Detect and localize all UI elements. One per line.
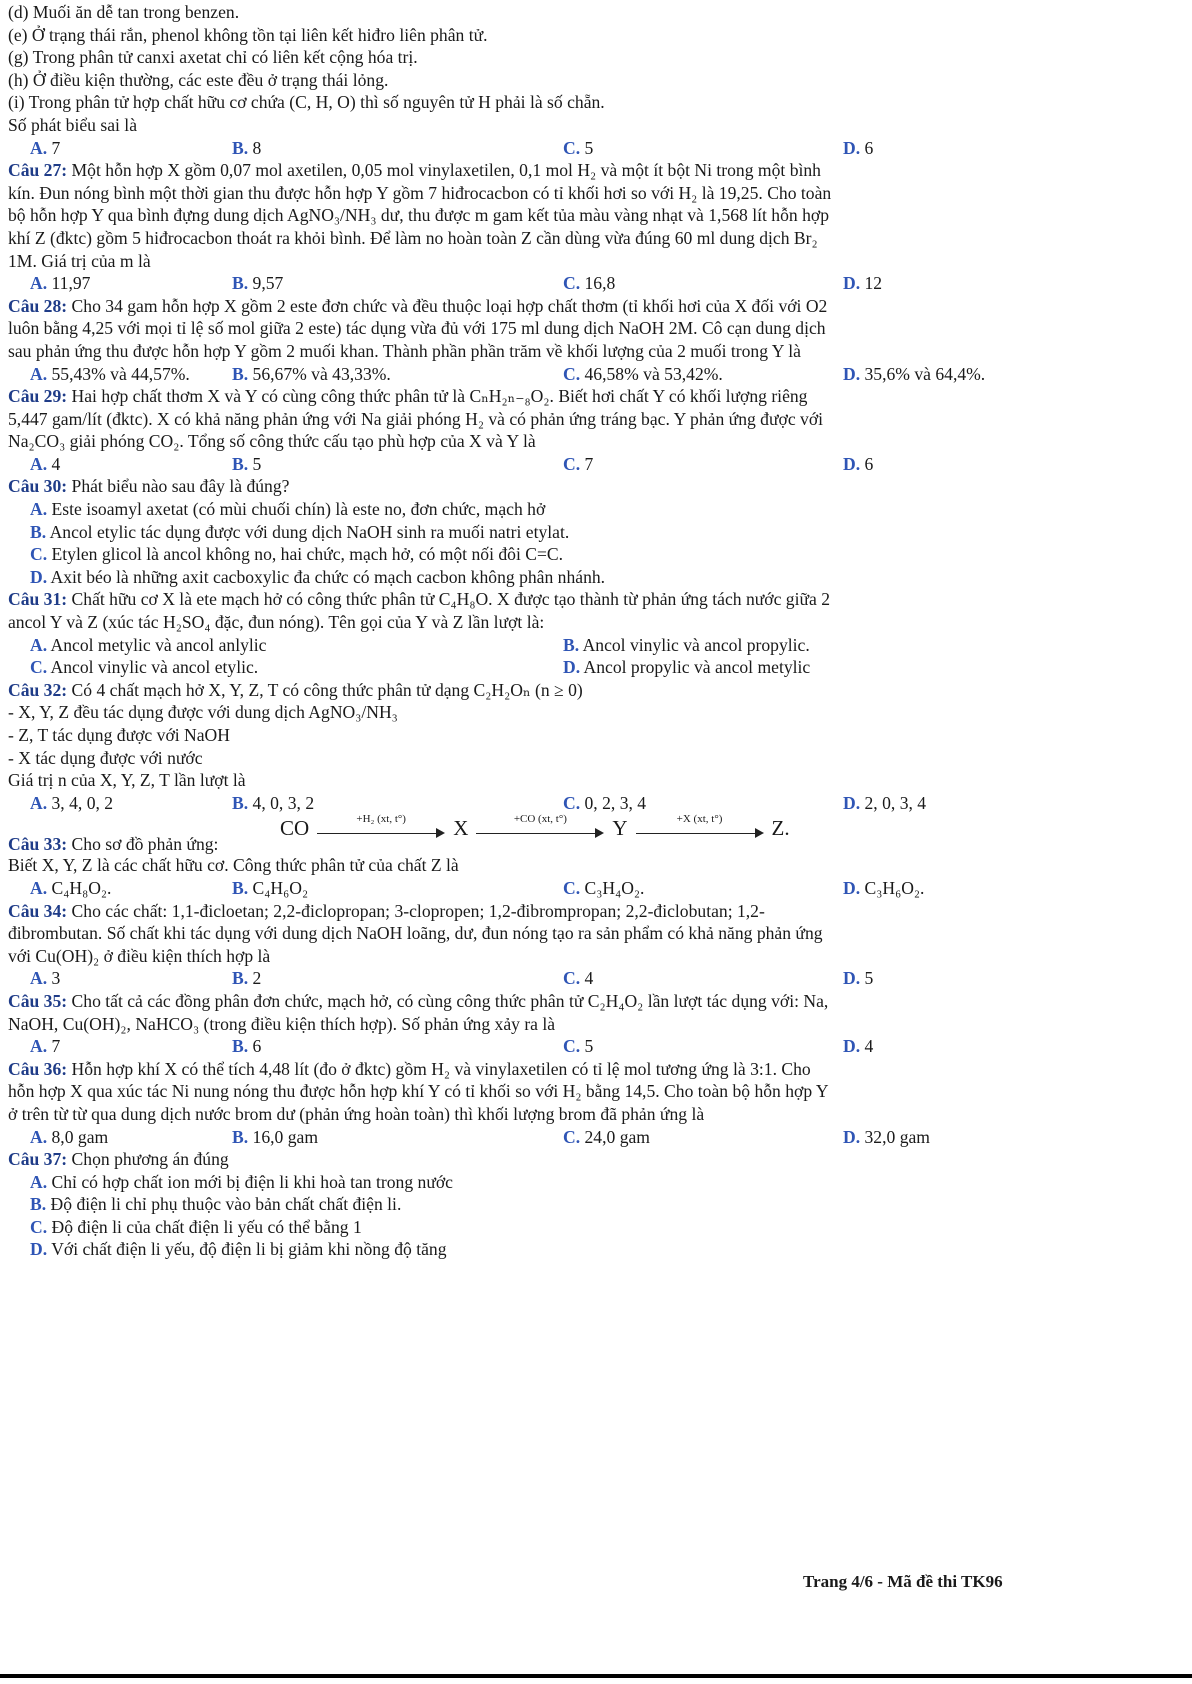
line-text: đibrombutan. Số chất khi tác dụng với dung dịch NaOH loãng, dư, đun nóng tạo ra sản phẩm có khả năng phản ứng: [8, 923, 823, 944]
line-text: bộ hỗn hợp Y qua bình đựng dung dịch AgNO₃/NH₃ dư, thu được m gam kết tủa màu vàng nhạt và 1,568 lít hỗn hợp: [8, 205, 829, 226]
arrow-shaft: [317, 833, 439, 834]
answer-option: [843, 453, 873, 476]
option-letter: D.: [843, 968, 861, 989]
option-letter: A.: [30, 137, 48, 158]
option-letter: B.: [563, 634, 580, 655]
line-text: (e) Ở trạng thái rắn, phenol không tồn tại liên kết hiđro liên phân tử.: [8, 24, 488, 45]
option-letter: A.: [30, 877, 48, 898]
option-letter: B.: [30, 521, 47, 542]
text-line: [8, 91, 1186, 114]
text-line: [8, 724, 1186, 747]
line-text: Cho sơ đồ phản ứng:: [67, 834, 219, 855]
option-letter: C.: [563, 1036, 581, 1057]
answer-option: [563, 877, 644, 900]
arrow-shaft: [476, 833, 598, 834]
question-stem: [8, 1148, 1186, 1171]
line-text: Hỗn hợp khí X có thể tích 4,48 lít (đo ở đktc) gồm H₂ và vinylaxetilen có tỉ lệ mol tương ứng là 3:1. Cho: [67, 1058, 811, 1079]
option-text: C₄H₆O₂: [248, 877, 309, 898]
text-line: [8, 922, 1186, 945]
question-stem: [8, 475, 1186, 498]
text-line: [8, 182, 1186, 205]
line-text: hỗn hợp X qua xúc tác Ni nung nóng thu được hỗn hợp khí Y có tỉ khối so với H₂ bằng 14,5. Cho toàn bộ hỗn hợp Y: [8, 1081, 829, 1102]
answer-option: [843, 363, 985, 386]
line-text: Có 4 chất mạch hở X, Y, Z, T có công thức phân tử dạng C₂H₂Oₙ (n ≥ 0): [67, 679, 583, 700]
text-line: [8, 1, 1186, 24]
option-letter: C.: [30, 657, 48, 678]
option-letter: A.: [30, 1171, 48, 1192]
option-letter: A.: [30, 1126, 48, 1147]
option-letter: D.: [843, 792, 861, 813]
option-text: Este isoamyl axetat (có mùi chuối chín) là este no, đơn chức, mạch hở: [47, 499, 546, 520]
answer-options-row: [8, 877, 1186, 900]
question-label: Câu 34:: [8, 900, 68, 921]
text-line: [8, 1103, 1186, 1126]
option-text: 16,0 gam: [248, 1126, 319, 1147]
chemical-species: CO: [280, 816, 310, 841]
option-text: Ancol etylic tác dụng được với dung dịch NaOH sinh ra muối natri etylat.: [46, 521, 570, 542]
text-line: [8, 46, 1186, 69]
option-text: 4, 0, 3, 2: [248, 792, 315, 813]
answer-option: [563, 137, 593, 160]
line-text: Một hỗn hợp X gồm 0,07 mol axetilen, 0,05 mol vinylaxetilen, 0,1 mol H₂ và một ít bột Ni trong một bình: [67, 160, 821, 181]
text-line: [8, 854, 1186, 877]
option-text: 55,43% và 44,57%.: [47, 363, 190, 384]
question-label: Câu 36:: [8, 1058, 68, 1079]
answer-option: [8, 543, 1186, 566]
answer-option: [30, 656, 258, 679]
text-line: [8, 1013, 1186, 1036]
line-text: Số phát biểu sai là: [8, 114, 137, 135]
answer-option: [30, 272, 90, 295]
option-letter: B.: [232, 453, 249, 474]
text-line: [8, 24, 1186, 47]
question-label: Câu 37:: [8, 1149, 68, 1170]
option-letter: A.: [30, 273, 48, 294]
line-text: Cho 34 gam hỗn hợp X gồm 2 este đơn chức và đều thuộc loại hợp chất thơm (tỉ khối hơi của X đối với O2: [67, 295, 828, 316]
option-text: 9,57: [248, 273, 284, 294]
option-text: Độ điện li chỉ phụ thuộc vào bản chất chất điện li.: [46, 1194, 402, 1215]
option-letter: A.: [30, 363, 48, 384]
option-text: 2, 0, 3, 4: [860, 792, 927, 813]
answer-option: [563, 272, 615, 295]
option-letter: D.: [843, 363, 861, 384]
answer-option: [232, 1035, 261, 1058]
line-text: với Cu(OH)₂ ở điều kiện thích hợp là: [8, 945, 271, 966]
answer-option: [8, 521, 1186, 544]
option-text: Ancol propylic và ancol metylic: [580, 657, 811, 678]
option-letter: D.: [843, 877, 861, 898]
text-line: [8, 317, 1186, 340]
reaction-scheme-question: [8, 814, 1186, 854]
option-letter: D.: [563, 657, 581, 678]
answer-options-row: [8, 453, 1186, 476]
option-text: 5: [248, 453, 262, 474]
line-text: ở trên từ từ qua dung dịch nước brom dư (phản ứng hoàn toàn) thì khối lượng brom đã phản ứng là: [8, 1103, 705, 1124]
reaction-condition: +X (xt, t°): [676, 813, 723, 826]
question-stem: [8, 159, 1186, 182]
option-text: 2: [248, 968, 262, 989]
option-text: 0, 2, 3, 4: [580, 792, 647, 813]
answer-option: [8, 566, 1186, 589]
answer-options-row: [8, 1035, 1186, 1058]
option-letter: D.: [843, 1126, 861, 1147]
option-letter: C.: [563, 137, 581, 158]
option-text: 56,67% và 43,33%.: [248, 363, 391, 384]
option-text: 24,0 gam: [580, 1126, 650, 1147]
option-text: Độ điện li của chất điện li yếu có thể bằng 1: [47, 1216, 362, 1237]
line-text: luôn bằng 4,25 với mọi tỉ lệ số mol giữa 2 este) tác dụng vừa đủ với 175 ml dung dịch NaOH 2M. Cô cạn dung dịch: [8, 318, 826, 339]
answer-option: [30, 792, 113, 815]
question-label: Câu 29:: [8, 386, 68, 407]
answer-option: [232, 453, 261, 476]
line-text: Biết X, Y, Z là các chất hữu cơ. Công thức phân tử của chất Z là: [8, 855, 459, 876]
text-line: [8, 250, 1186, 273]
reaction-arrow: [476, 813, 604, 841]
answer-option: [8, 1238, 1186, 1261]
question-label: Câu 35:: [8, 990, 68, 1011]
answer-option: [8, 498, 1186, 521]
question-label: Câu 28:: [8, 295, 68, 316]
line-text: khí Z (đktc) gồm 5 hiđrocacbon thoát ra khỏi bình. Để làm no hoàn toàn Z cần dùng vừa đúng 60 ml dung dịch Br₂: [8, 227, 818, 248]
option-letter: D.: [843, 137, 861, 158]
option-text: 12: [860, 273, 883, 294]
question-label: Câu 31:: [8, 589, 68, 610]
text-line: [8, 747, 1186, 770]
option-text: Chỉ có hợp chất ion mới bị điện li khi hoà tan trong nước: [47, 1171, 453, 1192]
option-letter: D.: [843, 453, 861, 474]
line-text: Chất hữu cơ X là ete mạch hở có công thức phân tử C₄H₈O. X được tạo thành từ phản ứng tách nước giữa 2: [67, 589, 831, 610]
text-line: [8, 1080, 1186, 1103]
answer-option: [30, 967, 60, 990]
answer-option: [843, 137, 873, 160]
option-text: Ancol vinylic và ancol propylic.: [579, 634, 810, 655]
line-text: - Z, T tác dụng được với NaOH: [8, 725, 230, 745]
text-line: [8, 611, 1186, 634]
line-text: kín. Đun nóng bình một thời gian thu được hỗn hợp Y gồm 7 hiđrocacbon có tỉ khối hơi so với H₂ là 19,25. Cho toàn: [8, 182, 832, 203]
answer-option: [30, 363, 190, 386]
text-line: [8, 769, 1186, 792]
line-text: (g) Trong phân tử canxi axetat chỉ có liên kết cộng hóa trị.: [8, 47, 418, 68]
option-letter: D.: [30, 566, 48, 587]
question-stem: [8, 588, 1186, 611]
option-letter: C.: [563, 877, 581, 898]
reaction-arrow: [317, 813, 445, 841]
question-stem: [8, 679, 1186, 702]
option-text: 4: [860, 1036, 874, 1057]
bottom-rule: [0, 1674, 1192, 1678]
option-letter: B.: [232, 363, 249, 384]
answer-option: [8, 1216, 1186, 1239]
option-text: 8: [248, 137, 262, 158]
option-letter: C.: [563, 968, 581, 989]
option-letter: B.: [30, 1194, 47, 1215]
answer-option: [563, 1035, 593, 1058]
option-text: 8,0 gam: [47, 1126, 109, 1147]
answer-option: [232, 967, 261, 990]
option-text: 5: [580, 1036, 594, 1057]
option-text: 7: [47, 1036, 61, 1057]
line-text: (i) Trong phân tử hợp chất hữu cơ chứa (C, H, O) thì số nguyên tử H phải là số chẵn.: [8, 92, 605, 113]
answer-option: [30, 1126, 108, 1149]
answer-option: [843, 877, 924, 900]
answer-option: [563, 453, 593, 476]
reaction-condition: +CO (xt, t°): [513, 813, 567, 826]
question-label: Câu 27:: [8, 160, 68, 181]
option-text: C₃H₆O₂.: [860, 877, 925, 898]
line-text: - X tác dụng được với nước: [8, 747, 203, 768]
option-text: 11,97: [47, 273, 91, 294]
answer-option: [30, 634, 266, 657]
option-text: Với chất điện li yếu, độ điện li bị giảm khi nồng độ tăng: [47, 1239, 447, 1260]
answer-option: [8, 1193, 1186, 1216]
option-text: Etylen glicol là ancol không no, hai chức, mạch hở, có một nối đôi C=C.: [47, 544, 564, 565]
answer-option: [232, 137, 261, 160]
option-text: 7: [47, 137, 61, 158]
reaction-arrow: [636, 813, 764, 841]
line-text: Cho tất cả các đồng phân đơn chức, mạch hở, có cùng công thức phân tử C₂H₄O₂ lần lượt tác dụng với: Na,: [67, 990, 829, 1011]
option-text: 35,6% và 64,4%.: [860, 363, 986, 384]
answer-options-row: [8, 792, 1186, 815]
option-text: 6: [860, 453, 874, 474]
reaction-condition: +H₂ (xt, t°): [356, 813, 406, 826]
option-text: 16,8: [580, 273, 616, 294]
option-letter: B.: [232, 968, 249, 989]
line-text: Hai hợp chất thơm X và Y có cùng công thức phân tử là CₙH₂ₙ₋₈O₂. Biết hơi chất Y có khối lượng riêng: [67, 386, 808, 407]
line-text: sau phản ứng thu được hỗn hợp Y gồm 2 muối khan. Thành phần phần trăm về khối lượng của 2 muối trong Y là: [8, 340, 801, 361]
option-text: C₃H₄O₂.: [580, 877, 645, 898]
option-letter: C.: [563, 453, 581, 474]
answer-option: [30, 137, 60, 160]
answer-options-row: [8, 656, 1186, 679]
option-letter: B.: [232, 137, 249, 158]
answer-options-row: [8, 1126, 1186, 1149]
option-letter: B.: [232, 1126, 249, 1147]
question-label: Câu 32:: [8, 679, 68, 700]
option-letter: C.: [30, 544, 48, 565]
option-text: 4: [580, 968, 594, 989]
answer-option: [563, 792, 646, 815]
text-line: [8, 340, 1186, 363]
line-text: 5,447 gam/lít (đktc). X có khả năng phản ứng với Na giải phóng H₂ và có phản ứng tráng bạc. Y phản ứng được với: [8, 408, 824, 429]
text-line: [8, 204, 1186, 227]
option-text: Ancol vinylic và ancol etylic.: [47, 657, 259, 678]
option-text: 6: [860, 137, 874, 158]
answer-option: [232, 877, 308, 900]
option-letter: C.: [30, 1216, 48, 1237]
option-text: Axit béo là những axit cacboxylic đa chức có mạch cacbon không phân nhánh.: [47, 566, 606, 587]
line-text: Giá trị n của X, Y, Z, T lần lượt là: [8, 770, 246, 791]
answer-option: [843, 792, 926, 815]
option-text: 3, 4, 0, 2: [47, 792, 114, 813]
answer-option: [30, 1035, 60, 1058]
answer-option: [563, 656, 810, 679]
option-letter: A.: [30, 968, 48, 989]
option-letter: A.: [30, 499, 48, 520]
line-text: 1M. Giá trị của m là: [8, 250, 151, 271]
text-line: [8, 430, 1186, 453]
answer-option: [843, 1126, 930, 1149]
reaction-scheme: [280, 813, 790, 841]
arrow-head-icon: [755, 828, 764, 838]
option-letter: C.: [563, 792, 581, 813]
option-letter: D.: [843, 1036, 861, 1057]
option-letter: A.: [30, 792, 48, 813]
option-text: 6: [248, 1036, 262, 1057]
line-text: Na₂CO₃ giải phóng CO₂. Tổng số công thức cấu tạo phù hợp của X và Y là: [8, 431, 536, 452]
line-text: ancol Y và Z (xúc tác H₂SO₄ đặc, đun nóng). Tên gọi của Y và Z lần lượt là:: [8, 612, 545, 633]
option-letter: B.: [232, 1036, 249, 1057]
answer-option: [563, 363, 723, 386]
answer-option: [843, 1035, 873, 1058]
page-footer: Trang 4/6 - Mã đề thi TK96: [803, 1572, 1003, 1591]
option-text: 5: [860, 968, 874, 989]
text-line: [8, 408, 1186, 431]
question-label: Câu 30:: [8, 476, 68, 497]
text-line: [8, 945, 1186, 968]
answer-options-row: [8, 137, 1186, 160]
answer-option: [232, 1126, 318, 1149]
arrow-head-icon: [436, 828, 445, 838]
answer-options-row: [8, 363, 1186, 386]
question-stem: [8, 1058, 1186, 1081]
text-line: [8, 701, 1186, 724]
line-text: Cho các chất: 1,1-đicloetan; 2,2-điclopropan; 3-clopropen; 1,2-đibrompropan; 2,2-điclobutan; 1,2-: [67, 900, 765, 921]
chemical-species: Z.: [771, 816, 790, 841]
text-line: [8, 227, 1186, 250]
answer-option: [563, 1126, 650, 1149]
chemical-species: Y: [612, 816, 628, 841]
option-letter: B.: [232, 273, 249, 294]
option-text: 5: [580, 137, 594, 158]
question-label: Câu 33:: [8, 834, 68, 855]
line-text: Chọn phương án đúng: [67, 1149, 229, 1170]
answer-options-row: [8, 967, 1186, 990]
option-text: 3: [47, 968, 61, 989]
answer-option: [8, 1171, 1186, 1194]
answer-option: [30, 877, 111, 900]
option-letter: B.: [232, 877, 249, 898]
answer-option: [232, 272, 283, 295]
option-text: 7: [580, 453, 594, 474]
arrow-shaft: [636, 833, 758, 834]
text-line: [8, 69, 1186, 92]
option-text: C₄H₈O₂.: [47, 877, 112, 898]
chemical-species: X: [453, 816, 469, 841]
option-text: 32,0 gam: [860, 1126, 930, 1147]
question-stem: [8, 990, 1186, 1013]
option-letter: B.: [232, 792, 249, 813]
question-stem: [8, 900, 1186, 923]
answer-option: [232, 792, 314, 815]
option-text: 46,58% và 53,42%.: [580, 363, 723, 384]
answer-options-row: [8, 272, 1186, 295]
question-stem: [8, 295, 1186, 318]
option-letter: C.: [563, 1126, 581, 1147]
line-text: (h) Ở điều kiện thường, các este đều ở trạng thái lỏng.: [8, 69, 389, 90]
question-stem: [8, 385, 1186, 408]
line-text: (d) Muối ăn dễ tan trong benzen.: [8, 2, 240, 22]
option-text: Ancol metylic và ancol anlylic: [47, 634, 267, 655]
question-stem: [8, 834, 218, 854]
line-text: Phát biểu nào sau đây là đúng?: [67, 476, 290, 497]
answer-option: [843, 272, 882, 295]
option-letter: A.: [30, 1036, 48, 1057]
option-letter: A.: [30, 634, 48, 655]
answer-option: [232, 363, 391, 386]
answer-option: [563, 634, 810, 657]
answer-option: [30, 453, 60, 476]
option-text: 4: [47, 453, 61, 474]
answer-option: [843, 967, 873, 990]
option-letter: D.: [30, 1239, 48, 1260]
text-line: [8, 114, 1186, 137]
line-text: - X, Y, Z đều tác dụng được với dung dịch AgNO₃/NH₃: [8, 702, 398, 723]
line-text: NaOH, Cu(OH)₂, NaHCO₃ (trong điều kiện thích hợp). Số phản ứng xảy ra là: [8, 1013, 556, 1034]
option-letter: A.: [30, 453, 48, 474]
option-letter: C.: [563, 363, 581, 384]
exam-page-content: [8, 1, 1186, 1261]
option-letter: D.: [843, 273, 861, 294]
option-letter: C.: [563, 273, 581, 294]
answer-option: [563, 967, 593, 990]
arrow-head-icon: [595, 828, 604, 838]
answer-options-row: [8, 634, 1186, 657]
